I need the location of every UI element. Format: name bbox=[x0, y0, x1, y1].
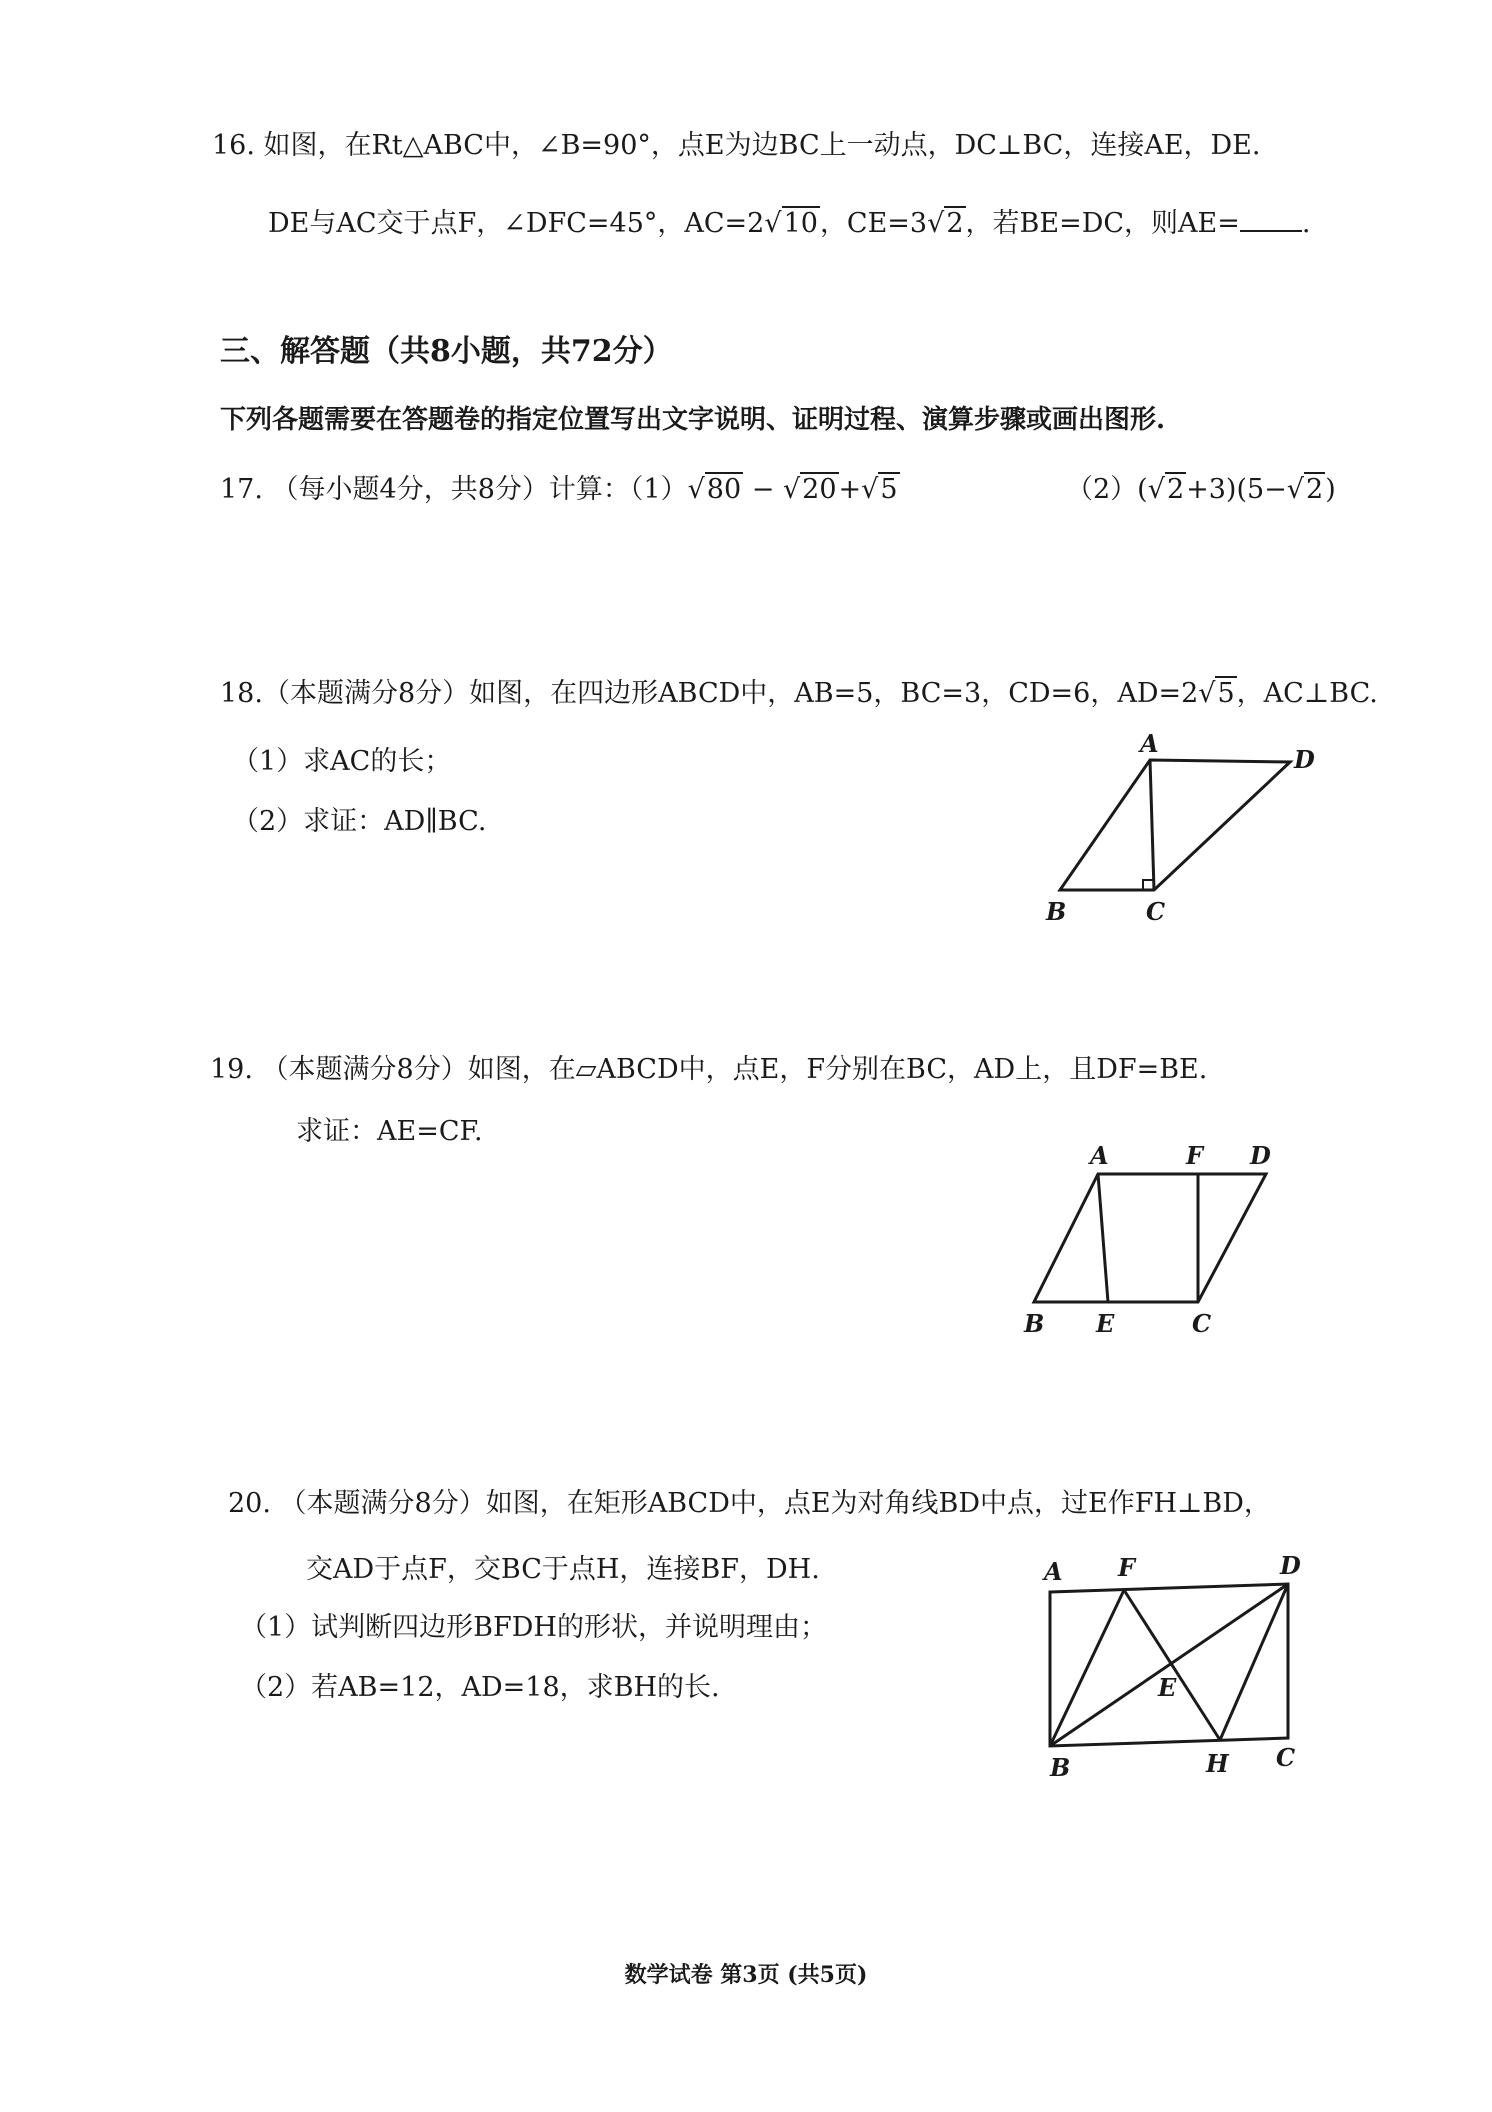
section3-title: 三、解答题（共8小题，共72分） bbox=[220, 334, 673, 369]
q17-prefix: 17. （每小题4分，共8分）计算：（1） bbox=[220, 474, 688, 505]
sqrt-symbol: √80 bbox=[687, 474, 742, 505]
q20-sub2: （2）若AB=12，AD=18，求BH的长. bbox=[240, 1672, 720, 1703]
sqrt-symbol: √20 bbox=[782, 474, 837, 505]
q17-part2-prefix: （2）( bbox=[1066, 474, 1148, 505]
q18-sub2: （2）求证：AD∥BC. bbox=[232, 806, 487, 837]
q17-part2-mid: +3)(5− bbox=[1186, 474, 1287, 505]
q18-sub1: （1）求AC的长； bbox=[232, 746, 452, 777]
q18-radicand: 5 bbox=[1217, 678, 1235, 709]
q16-text-a: DE与AC交于点F，∠DFC=45°，AC=2 bbox=[268, 208, 765, 239]
q20-label-h: H bbox=[1206, 1749, 1229, 1778]
q17-op-1: − bbox=[743, 474, 783, 505]
q19-label-f: F bbox=[1186, 1141, 1204, 1170]
q20-sub1: （1）试判断四边形BFDH的形状，并说明理由； bbox=[240, 1612, 827, 1643]
q17-part2-end: ) bbox=[1325, 474, 1336, 505]
sqrt-symbol: √10 bbox=[764, 208, 818, 239]
q17-radicand-3: 5 bbox=[880, 474, 898, 505]
q20-line2: 交AD于点F，交BC于点H，连接BF，DH. bbox=[306, 1554, 820, 1585]
q19-line2: 求证：AE=CF. bbox=[296, 1116, 483, 1147]
q20-label-a: A bbox=[1044, 1557, 1063, 1586]
page-footer: 数学试卷 第3页 (共5页) bbox=[624, 1962, 868, 1988]
q16-text-b: ，CE=3 bbox=[819, 208, 928, 239]
section3-instructions: 下列各题需要在答题卷的指定位置写出文字说明、证明过程、演算步骤或画出图形. bbox=[220, 405, 1166, 435]
q18-label-a: A bbox=[1140, 729, 1159, 758]
q16-text-c: ，若BE=DC，则AE= bbox=[965, 208, 1240, 239]
q18-label-d: D bbox=[1294, 745, 1315, 774]
q20-segment-fh bbox=[1124, 1590, 1220, 1740]
sqrt-symbol: √5 bbox=[861, 474, 898, 505]
q20-line1: 20. （本题满分8分）如图，在矩形ABCD中，点E为对角线BD中点，过E作FH⊥BD， bbox=[228, 1488, 1271, 1519]
q19-label-b: B bbox=[1024, 1309, 1045, 1338]
q16-line1: 16. 如图，在Rt△ABC中，∠B=90°，点E为边BC上一动点，DC⊥BC，连接AE，DE. bbox=[212, 130, 1261, 161]
q17-radicand-2: 20 bbox=[802, 474, 837, 505]
q16-text-end: . bbox=[1301, 208, 1311, 239]
q18-label-c: C bbox=[1146, 897, 1166, 926]
q18-text-b: ，AC⊥BC. bbox=[1236, 678, 1378, 709]
q19-line1: 19. （本题满分8分）如图，在▱ABCD中，点E，F分别在BC，AD上，且DF=BE. bbox=[210, 1054, 1208, 1085]
q18-label-b: B bbox=[1046, 897, 1067, 926]
q17-radicand-1: 80 bbox=[706, 474, 742, 505]
q17-radicand-5: 2 bbox=[1306, 474, 1324, 505]
sqrt-symbol: √5 bbox=[1198, 678, 1235, 709]
q17-radicand-4: 2 bbox=[1166, 474, 1185, 505]
q20-label-b: B bbox=[1050, 1753, 1071, 1782]
q20-label-c: C bbox=[1276, 1743, 1296, 1772]
q19-label-d: D bbox=[1250, 1141, 1271, 1170]
q18-text-a: 18.（本题满分8分）如图，在四边形ABCD中，AB=5，BC=3，CD=6，AD=2 bbox=[220, 678, 1199, 709]
q19-label-e: E bbox=[1096, 1309, 1115, 1338]
q20-label-f: F bbox=[1118, 1553, 1136, 1582]
sqrt-symbol: √2 bbox=[927, 208, 964, 239]
sqrt-symbol: √2 bbox=[1286, 474, 1324, 505]
sqrt-symbol: √2 bbox=[1147, 474, 1185, 505]
q19-label-c: C bbox=[1192, 1309, 1212, 1338]
q16-radicand-2: 2 bbox=[946, 208, 964, 239]
q17-op-2: + bbox=[838, 474, 862, 505]
q16-radicand-1: 10 bbox=[783, 208, 818, 239]
q20-label-e: E bbox=[1158, 1673, 1177, 1702]
q19-label-a: A bbox=[1090, 1141, 1109, 1170]
q20-label-d: D bbox=[1280, 1551, 1301, 1580]
